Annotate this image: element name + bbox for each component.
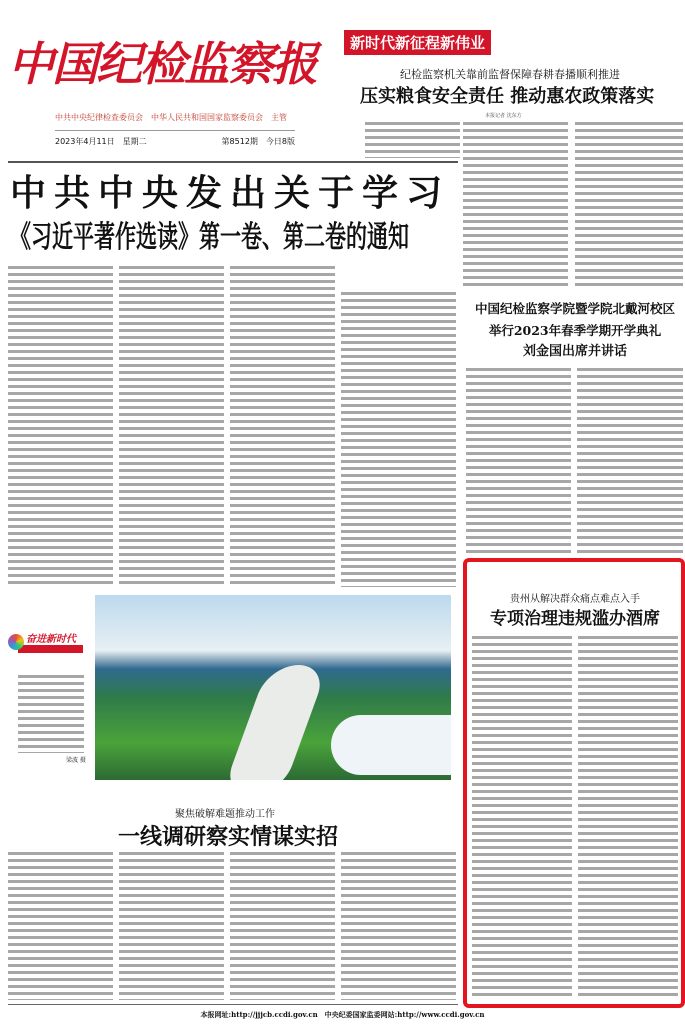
footer-urls: 本报网址:http://jjjcb.ccdi.gov.cn 中央纪委国家监委网站:http://www.ccdi.gov.cn	[200, 1010, 485, 1019]
article-body	[341, 292, 456, 587]
academy-headline-line1: 中国纪检监察学院暨学院北戴河校区	[474, 301, 675, 316]
article-body	[575, 122, 683, 287]
article-body	[463, 122, 568, 287]
academy-headline[interactable]	[466, 298, 684, 362]
sponsor-line: 中共中央纪律检查委员会 中华人民共和国国家监察委员会 主管	[55, 113, 287, 122]
badge-bar	[18, 645, 83, 653]
top-story-headline[interactable]: 压实粮食安全责任 推动惠农政策落实	[360, 86, 655, 107]
boxed-story-subtitle: 贵州从解决群众痛点难点入手	[510, 594, 640, 605]
badge-text: 奋进新时代	[26, 634, 76, 645]
campaign-badge	[8, 630, 83, 666]
photo-credit: 梁波 摄	[66, 757, 86, 764]
article-body	[365, 122, 460, 158]
issue-number: 第8512期 今日8版	[221, 137, 295, 146]
divider	[8, 1004, 458, 1005]
lead-headline[interactable]	[10, 172, 455, 264]
article-body	[472, 636, 572, 998]
section-label: 新时代新征程新伟业	[344, 30, 491, 55]
article-body	[341, 852, 456, 1000]
academy-headline-line2: 举行2023年春季学期开学典礼	[488, 323, 662, 338]
landscape-photo[interactable]	[95, 595, 451, 780]
top-story-subtitle: 纪检监察机关靠前监督保障春耕春播顺利推进	[400, 68, 620, 81]
article-body	[466, 368, 571, 553]
article-body	[119, 266, 224, 587]
article-body	[230, 852, 335, 1000]
lead-headline-line2: 《习近平著作选读》第一卷、第二卷的通知	[10, 220, 409, 255]
boxed-story-headline[interactable]: 专项治理违规滥办酒席	[490, 609, 660, 629]
academy-subheadline: 刘金国出席并讲话	[522, 344, 627, 359]
second-story-subtitle: 聚焦破解难题推动工作	[175, 809, 275, 820]
article-body	[578, 636, 678, 998]
article-body	[577, 368, 683, 553]
photo-caption	[18, 675, 84, 753]
article-body	[8, 852, 113, 1000]
top-story-byline: 本报记者 沈东方	[485, 113, 522, 119]
rainbow-logo-icon	[8, 634, 24, 650]
second-story-headline[interactable]: 一线调研察实情谋实招	[118, 824, 339, 850]
article-body	[119, 852, 224, 1000]
lead-headline-line1: 中共中央发出关于学习	[10, 173, 451, 214]
article-body	[230, 266, 335, 587]
divider	[8, 161, 458, 163]
article-body	[8, 266, 113, 587]
dateline	[55, 130, 295, 147]
masthead-logo: 中国纪检监察报	[8, 37, 316, 91]
issue-date: 2023年4月11日 星期二	[55, 137, 147, 146]
